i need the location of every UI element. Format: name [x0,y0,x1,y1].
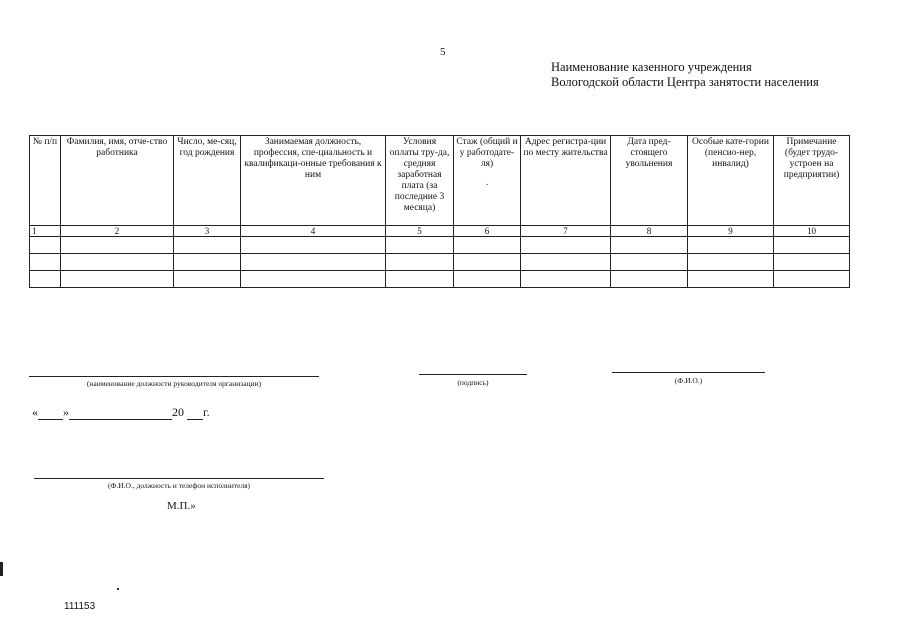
date-open-quote: « [32,405,38,419]
table-cell [30,254,61,271]
table-row [30,237,850,254]
table-cell [61,237,174,254]
fio-caption: (Ф.И.О.) [674,376,703,385]
table-header-row [30,136,850,226]
signature-line [419,374,527,375]
position-line [29,376,319,377]
col-header-number: № п/п [30,136,61,226]
column-number: 8 [611,226,688,237]
date-close-quote: » [63,405,69,419]
table-cell [386,237,454,254]
col-header-experience [454,136,521,226]
employees-table [29,135,850,288]
year-blank [187,407,203,420]
year-prefix: 20 [172,405,184,419]
column-number: 10 [774,226,850,237]
table-cell [174,271,241,288]
table-cell [688,271,774,288]
table-cell [174,237,241,254]
col-header-position: Занимаемая должность, профессия, спе-циальность и квалификаци-онные требования к ним [241,136,386,226]
table-cell [454,254,521,271]
column-number: 5 [386,226,454,237]
table-cell [611,254,688,271]
stray-mark: . [485,178,489,188]
table-cell [774,254,850,271]
table-cell [386,254,454,271]
table-row [30,271,850,288]
col-header-pay: Условия оплаты тру-да, средняя заработная плата (за последние 3 месяца) [386,136,454,226]
table-cell [61,254,174,271]
table-cell [386,271,454,288]
column-number: 2 [61,226,174,237]
month-blank [69,407,172,420]
col-header-experience-text: Стаж (общий и у работодате-ля) [456,137,518,169]
column-number: 7 [521,226,611,237]
col-header-dismissal-date: Дата пред-стоящего увольнения [611,136,688,226]
signature-caption: (подпись) [457,378,489,387]
organization-line-2: Вологодской области Центра занятости населения [551,75,819,89]
table-cell [30,237,61,254]
executor-line [34,478,324,479]
column-number: 9 [688,226,774,237]
form-code: 111153 [64,601,96,612]
table-cell [688,254,774,271]
table-cell [521,271,611,288]
table-cell [611,237,688,254]
table-row [30,254,850,271]
col-header-special-category: Особые кате-гории (пенсио-нер, инвалид) [688,136,774,226]
table-cell [30,271,61,288]
day-blank [38,407,63,420]
table-cell [521,254,611,271]
table-cell [688,237,774,254]
column-number: 1 [30,226,61,237]
scan-edge-mark [0,562,3,576]
page-number: 5 [440,46,446,58]
date-line [32,405,210,420]
year-suffix: г. [203,405,210,419]
executor-caption: (Ф.И.О., должность и телефон исполнителя) [107,481,251,490]
table-cell [61,271,174,288]
column-number: 4 [241,226,386,237]
stamp-place: М.П.» [167,500,196,512]
table-cell [774,237,850,254]
table-cell [241,237,386,254]
col-header-address: Адрес регистра-ции по месту жительства [521,136,611,226]
table-cell [611,271,688,288]
organization-heading [551,60,819,90]
table-cell [241,254,386,271]
table-cell [454,271,521,288]
organization-line-1: Наименование казенного учреждения [551,60,752,74]
col-header-name: Фамилия, имя, отче-ство работника [61,136,174,226]
fio-line [612,372,765,373]
table-cell [521,237,611,254]
column-number: 6 [454,226,521,237]
column-number-row [30,226,850,237]
position-caption: (наименование должности руководителя организации) [86,379,262,388]
scan-dot [117,588,119,590]
table-cell [454,237,521,254]
table-cell [174,254,241,271]
table-cell [774,271,850,288]
table-cell [241,271,386,288]
col-header-note: Примечание (будет трудо-устроен на предприятии) [774,136,850,226]
column-number: 3 [174,226,241,237]
col-header-birthdate: Число, ме-сяц, год рождения [174,136,241,226]
